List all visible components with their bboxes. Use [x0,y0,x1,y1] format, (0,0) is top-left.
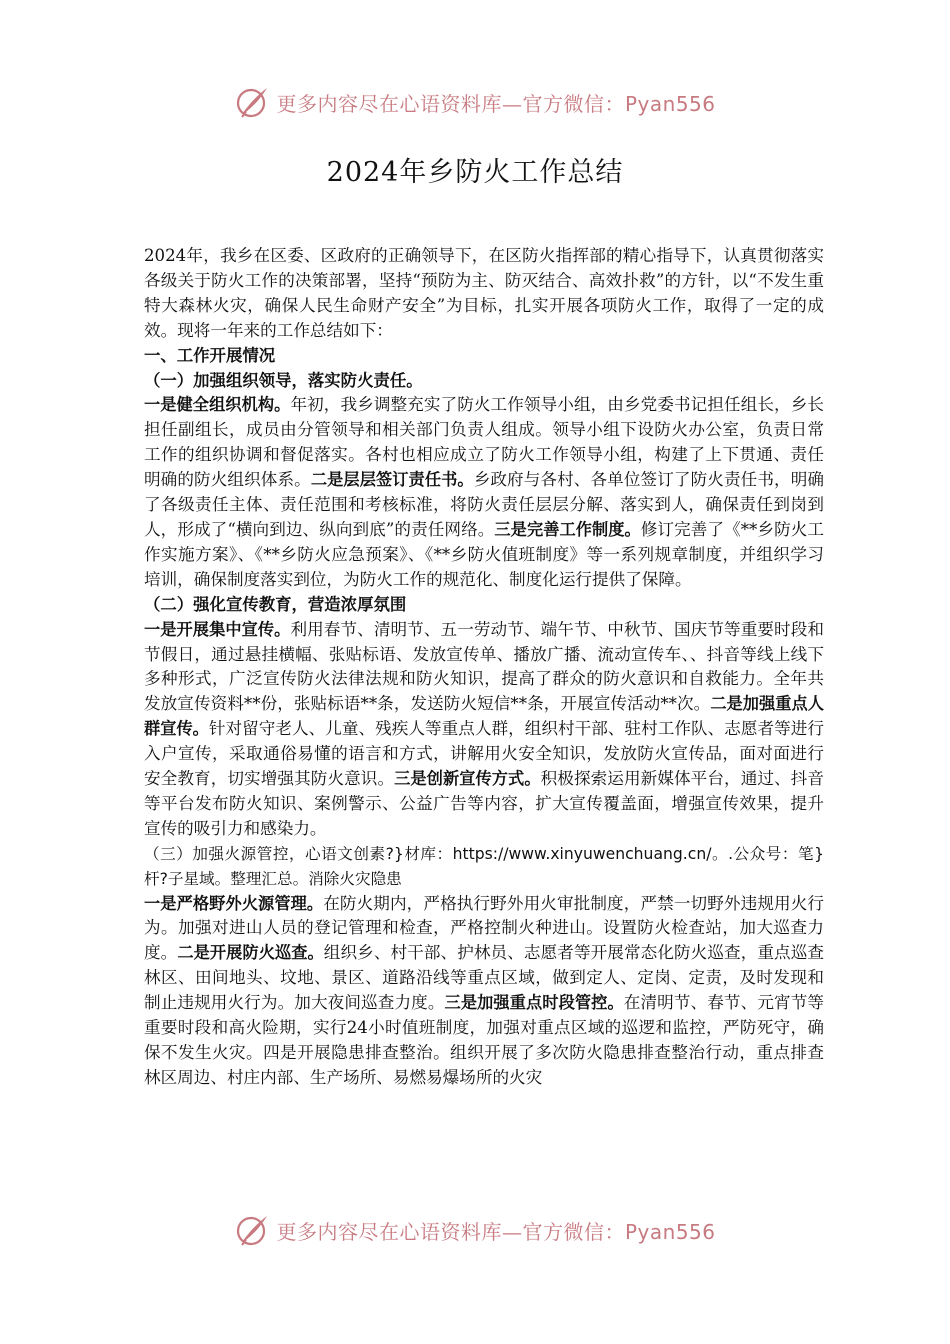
subsection-heading-3: （三）加强火源管控，心语文创素?}材库：https://www.xinyuwenchuang.cn/。.公众号：笔}杆?子星域。整理汇总。消除火灾隐患 [144,844,824,888]
wechat-id: Pyan556 [624,91,716,116]
lead-phrase: 一是严格野外火源管理。 [144,893,324,913]
watermark-text [276,88,715,117]
subsection-1-paragraph [144,393,824,592]
lead-phrase: 三是加强重点时段管控。 [444,993,624,1013]
paragraph-text: 乡政府与各村、各单位签订了防火责任书，明确了各级责任主体、责任范围和考核标准，将防火责任层层分解、落实到人，确保责任到岗到人，形成了“横向到边、纵向到底”的责任网络。 [144,470,825,539]
subsection-heading-2: （二）强化宣传教育，营造浓厚氛围 [144,594,407,614]
paragraph-text: 组织乡、村干部、护林员、志愿者等开展常态化防火巡查，重点巡查林区、田间地头、坟地、景区、道路沿线等重点区域，做到定人、定岗、定责，及时发现和制止违规用火行为。加大夜间巡查力度。 [144,943,825,1013]
intro-paragraph: 2024年，我乡在区委、区政府的正确领导下，在区防火指挥部的精心指导下，认真贯彻落实各级关于防火工作的决策部署，坚持“预防为主、防灭结合、高效扑救”的方针，以“不发生重特大森林火灾，确保人民生命财产安全”为目标，扎实开展各项防火工作，取得了一定的成效。现将一年来的工作总结如下： [144,246,824,340]
paragraph-text: 针对留守老人、儿童、残疾人等重点人群，组织村干部、驻村工作队、志愿者等进行入户宣传，采取通俗易懂的语言和方式，讲解用火安全知识，发放防火宣传品，面对面进行安全教育，切实增强其防火意识。 [144,719,825,789]
paragraph-text: 修订完善了《**乡防火工作实施方案》、《**乡防火应急预案》、《**乡防火值班制度》等一系列规章制度，并组织学习培训，确保制度落实到位，为防火工作的规范化、制度化运行提供了保障。 [144,519,825,589]
quill-logo-icon [234,84,270,120]
lead-phrase: 三是创新宣传方式。 [394,769,541,789]
watermark-banner-inner [234,84,715,120]
lead-phrase: 二是开展防火巡查。 [177,943,324,963]
lead-phrase: 一是健全组织机构。 [144,395,291,415]
quill-logo-icon [234,1212,270,1248]
document-body [144,244,824,1091]
lead-phrase: 二是层层签订责任书。 [310,470,474,490]
lead-phrase: 二是加强重点人群宣传。 [144,694,824,739]
watermark-banner-top [0,82,950,122]
document-title: 2024年乡防火工作总结 [326,157,624,188]
section-heading-1: 一、工作开展情况 [144,345,276,365]
watermark-label: 更多内容尽在心语资料库—官方微信： [276,1219,625,1244]
paragraph-text: 在防火期内，严格执行野外用火审批制度，严禁一切野外违规用火行为。加强对进山人员的登记管理和检查，严格控制火种进山。设置防火检查站，加大巡查力度。 [144,893,825,963]
subsection-heading-1: （一）加强组织领导，落实防火责任。 [144,370,423,390]
subsection-3-paragraph [144,892,824,1091]
watermark-label: 更多内容尽在心语资料库—官方微信： [276,91,625,116]
subsection-2-paragraph [144,618,824,842]
paragraph-text: 积极探索运用新媒体平台，通过、抖音等平台发布防火知识、案例警示、公益广告等内容，扩大宣传覆盖面，增强宣传效果，提升宣传的吸引力和感染力。 [144,769,825,838]
paragraph-text: 利用春节、清明节、五一劳动节、端午节、中秋节、国庆节等重要时段和节假日，通过悬挂横幅、张贴标语、发放宣传单、播放广播、流动宣传车、、抖音等线上线下多种形式，广泛宣传防火法律法规和防火知识，提高了群众的防火意识和自救能力。全年共发放宣传资料**份，张贴标语**条，发送防火短信**条，开展宣传活动**次。 [144,619,825,714]
lead-phrase: 一是开展集中宣传。 [144,619,291,639]
wechat-id: Pyan556 [624,1219,716,1244]
paragraph-text: 在清明节、春节、元宵节等重要时段和高火险期，实行24小时值班制度，加强对重点区域的巡逻和监控，严防死守，确保不发生火灾。四是开展隐患排查整治。组织开展了多次防火隐患排查整治行动，重点排查林区周边、村庄内部、生产场所、易燃易爆场所的火灾 [144,993,825,1087]
watermark-banner-inner [234,1212,715,1248]
paragraph-text: 年初，我乡调整充实了防火工作领导小组，由乡党委书记担任组长，乡长担任副组长，成员由分管领导和相关部门负责人组成。领导小组下设防火办公室，负责日常工作的组织协调和督促落实。各村也相应成立了防火工作领导小组，构建了上下贯通、责任明确的防火组织体系。 [144,395,825,490]
watermark-text [276,1216,715,1245]
lead-phrase: 三是完善工作制度。 [494,519,641,539]
watermark-banner-bottom [0,1210,950,1250]
